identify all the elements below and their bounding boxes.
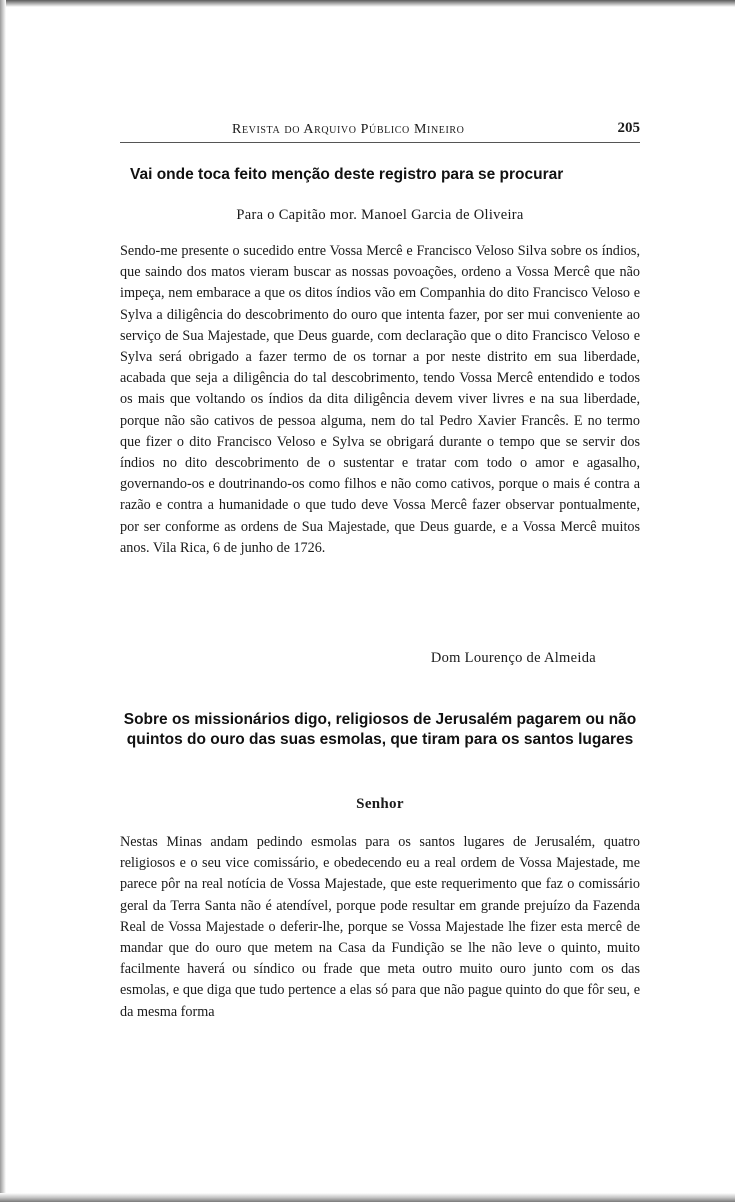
running-head-title: Revista do Arquivo Público Mineiro [232, 122, 465, 137]
page-number: 205 [617, 120, 640, 136]
document-2-title: Sobre os missionários digo, religiosos de Jerusalém pagarem ou não quintos do ouro das suas esmolas, que tiram para os santos lugares [123, 711, 637, 748]
scan-left-edge [0, 0, 6, 1202]
document-1-signature: Dom Lourenço de Almeida [430, 650, 596, 666]
page [120, 118, 640, 1020]
document-1-title: Vai onde toca feito menção deste registro para se procurar [130, 166, 564, 183]
document-2-salutation: Senhor [356, 796, 404, 812]
document-2-body: Nestas Minas andam pedindo esmolas para os santos lugares de Jerusalém, quatro religiosos e o seu vice comissário, e obedecendo eu a real ordem de Vossa Majestade, me parece pôr na real notícia de Vossa Majestade, que este requerimento que faz o comissário geral da Terra Santa não é atendível, porque pode resultar em grande prejuízo da Fazenda Real de Vossa Majestade o deferir-lhe, porque se Vossa Majestade lhe fizer esta mercê de mandar que do ouro que metem na Casa da Fundição se lhe não leve o quinto, muito facilmente haverá ou síndico ou frade que meta outro muito ouro junto com os das esmolas, e que diga que tudo pertence a elas só para que não pague quinto do que fôr seu, e da mesma forma [120, 834, 640, 1020]
scan-top-edge [0, 0, 735, 7]
document-1-body: Sendo-me presente o sucedido entre Vossa Mercê e Francisco Veloso Silva sobre os índios, que saindo dos matos vieram buscar as nossas povoações, ordeno a Vossa Mercê que não impeça, nem embarace a que os ditos índios vão em Companhia do dito Francisco Veloso e Sylva a diligência do descobrimento do ouro que intenta fazer, por ser mui conveniente ao serviço de Sua Majestade, que Deus guarde, com declaração que o dito Francisco Veloso e Sylva será obrigado a fazer termo de os tornar a por neste distrito em sua liberdade, acabada que seja a diligência do tal descobrimento, tendo Vossa Mercê entendido e todos os mais que voltando os índios da dita diligência devem viver livres e na sua liberdade, porque não são cativos de pessoa alguma, nem do tal Pedro Xavier Francês. E no termo que fizer o dito Francisco Veloso e Sylva se obrigará durante o tempo que se servir dos índios no dito descobrimento de o sustentar e tratar com todo o amor e agasalho, governando-os e doutrinando-os como filhos e não como cativos, porque o mais é contra a razão e contra a humanidade o que tudo deve Vossa Mercê fazer observar pontualmente, por ser conforme as ordens de Sua Majestade, que Deus guarde, e a Vossa Mercê muitos anos. Vila Rica, 6 de junho de 1726. [120, 243, 640, 556]
running-head [120, 118, 640, 143]
document-1-addressee: Para o Capitão mor. Manoel Garcia de Oliveira [236, 207, 524, 223]
scan-bottom-edge [0, 1193, 735, 1202]
